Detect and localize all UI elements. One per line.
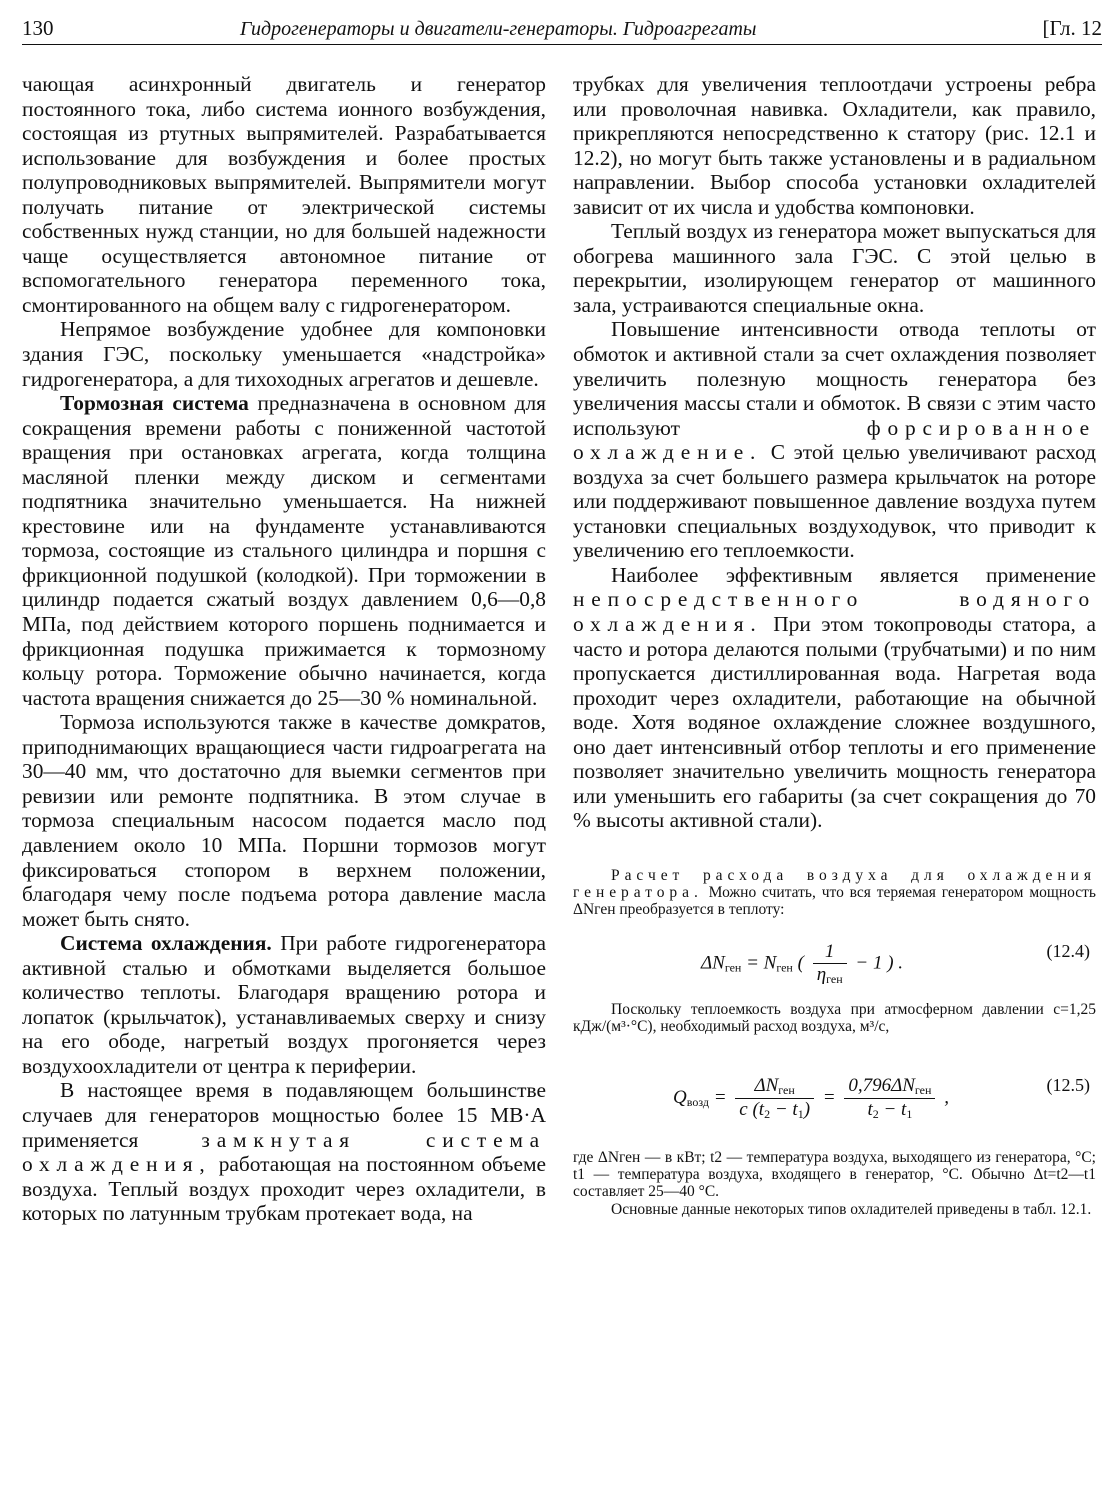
paragraph: где ΔNген — в кВт; t2 — температура воздуха, выходящего из генератора, °С; t1 — температура воздуха, входящего в генератор, °С. Обычно Δt=t2—t1 составляет 25—40 °С. <box>573 1148 1096 1201</box>
paragraph: трубках для увеличения теплоотдачи устроены ребра или проволочная навивка. Охладители, как правило, прикрепляются непосредственно к статору (рис. 12.1 и 12.2), но могут быть также установлены и в радиальном направлении. Выбор способа установки охладителей зависит от их числа и удобства компоновки. <box>573 72 1096 219</box>
spaced-term: форсированное охлаждение. <box>573 415 1096 465</box>
equation-number: (12.5) <box>1046 1074 1090 1095</box>
paragraph-cooling-system: Система охлаждения. При работе гидрогенератора активной сталью и обмотками выделяется большое количество теплоты. Благодаря вращению ротора и лопаток (крыльчаток), устанавливаемых сверху и снизу на его ободе, нагретый воздух прогоняется через воздухоохладители от центра к периферии. <box>22 931 546 1078</box>
right-column <box>573 72 1096 1218</box>
spaced-term: непосредственного водяного охлаждения. <box>573 587 1096 637</box>
spaced-term: замкнутая система охлаждения, <box>22 1127 546 1177</box>
equation-number: (12.4) <box>1046 940 1090 961</box>
section-heading: Тормозная система <box>60 391 249 416</box>
paragraph: Наиболее эффективным является применение непосредственного водяного охлаждения. При этом токопроводы статора, а часто и ротора делаются полыми (трубчатыми) и по ним пропускается дистиллированная вода. Нагретая вода проходит через охладители, работающие на обычной воде. Хотя водяное охлаждение сложнее воздушного, оно дает интенсивный отбор теплоты и его применение позволяет значительно увеличить мощность генератора или уменьшить его габариты (за счет сокращения до 70 % высоты активной стали). <box>573 562 1096 833</box>
paragraph: Основные данные некоторых типов охладителей приведены в табл. 12.1. <box>611 1200 1092 1218</box>
running-title: Гидрогенераторы и двигатели-генераторы. Гидроагрегаты <box>240 18 757 40</box>
paragraph: В настоящее время в подавляющем большинстве случаев для генераторов мощностью более 15 МВ·А применяется замкнутая система охлаждения, работающая на постоянном объеме воздуха. Теплый воздух проходит через охладители, в которых по латунным трубкам протекает вода, на <box>22 1078 546 1226</box>
calculation-intro: Расчет расхода воздуха для охлаждения генератора. Можно считать, что вся теряемая генератором мощность ΔNген преобразуется в теплоту: <box>573 866 1096 919</box>
paragraph-braking-system: Тормозная система предназначена в основном для сокращения времени работы с пониженной частотой вращения при остановках агрегата, когда толщина масляной пленки между диском и сегментами подпятника значительно уменьшается. На нижней крестовине или на фундаменте устанавливаются тормоза, состоящие из стального цилиндра и поршня с фрикционной подушкой (колодкой). При торможении в цилиндр подается сжатый воздух давлением 0,6—0,8 МПа, под действием которого поршень поднимается и фрикционная подушка прижимается к тормозному кольцу ротора. Торможение обычно начинается, когда частота вращения снижается до 25—30 % номинальной. <box>22 391 547 710</box>
paragraph: Поскольку теплоемкость воздуха при атмосферном давлении c=1,25 кДж/(м³·°С), необходимый расход воздуха, м³/с, <box>573 1000 1096 1035</box>
running-header <box>22 14 1102 45</box>
equation-12-5 <box>573 1063 1096 1121</box>
paragraph: Повышение интенсивности отвода теплоты от обмоток и активной стали за счет охлаждения позволяет увеличить полезную мощность генератора без увеличения массы стали и обмоток. В связи с этим часто используют форсированное охлаждение. С этой целью увеличивают расход воздуха за счет большего размера крыльчаток на роторе или поддерживают повышенное давление воздуха путем установки специальных воздуходувок, что приводит к увеличению его теплоемкости. <box>573 317 1096 563</box>
chapter-label: [Гл. 12 <box>1042 16 1102 40</box>
paragraph: чающая асинхронный двигатель и генератор постоянного тока, либо система ионного возбуждения, состоящая из ртутных выпрямителей. Разрабатывается использование для возбуждения и более простых полупроводниковых выпрямителей. Выпрямители могут получать питание от электрической системы собственных нужд станции, но для большей надежности чаще осуществляется автономное питание от вспомогательного генератора переменного тока, смонтированного на общем валу с гидрогенератором. <box>22 72 546 317</box>
page-number: 130 <box>22 16 54 40</box>
paragraph: Теплый воздух из генератора может выпускаться для обогрева машинного зала ГЭС. С этой целью в перекрытии, изолирующем генератор от машинного зала, устраиваются специальные окна. <box>573 219 1096 317</box>
equation-body: $Q_{возд}$ = $\frac{\Delta N_{ген}}{c (t_2 - t_1)}$ = $\frac{0,796\Delta N_{ген}}{t_2 - t_1}$ , <box>673 1074 949 1121</box>
left-column <box>22 72 546 1226</box>
spaced-term: Расчет расхода воздуха для охлаждения генератора. <box>573 866 1096 902</box>
paragraph: Тормоза используются также в качестве домкратов, приподнимающих вращающиеся части гидроагрегата на 30—40 мм, что достаточно для выемки сегментов при ревизии или ремонте подпятника. В этом случае в тормоза специальным насосом подается масло под давлением около 10 МПа. Поршни тормозов могут фиксироваться стопором в верхнем положении, благодаря чему после подъема ротора давление масла может быть снято. <box>22 710 546 931</box>
section-heading: Система охлаждения. <box>60 931 272 956</box>
paragraph: Непрямое возбуждение удобнее для компоновки здания ГЭС, поскольку уменьшается «надстройка» гидрогенератора, а для тихоходных агрегатов и дешевле. <box>22 317 546 391</box>
equation-12-4 <box>573 929 1096 986</box>
equation-body: $\Delta N_{ген} = N_{ген}$ ( $\frac{1}{\eta_{ген}}$ − 1 ) . <box>701 940 904 986</box>
